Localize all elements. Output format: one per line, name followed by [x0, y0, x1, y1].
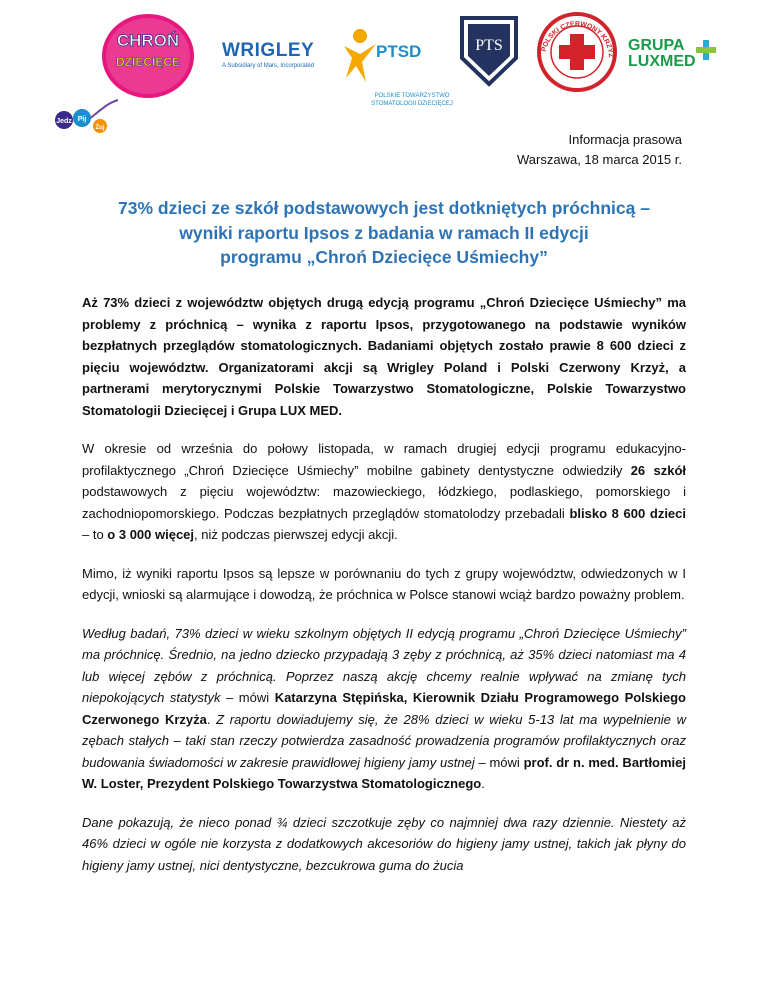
balloon-text-line1: CHROŃ [116, 31, 180, 50]
paragraph-5: Dane pokazują, że nieco ponad ¾ dzieci szczotkuje zęby co najmniej dwa razy dziennie. Niestety aż 46% dzieci w ogóle nie korzysta z dodatkowych akcesoriów do higieny jamy ustnej, takich jak płyny do higieny jamy ustnej, nici dentystyczne, bezcukrowa guma do żucia [82, 814, 686, 873]
wrigley-logo [222, 40, 332, 69]
document-body [82, 292, 686, 893]
pts-name: PTS [475, 37, 503, 54]
p4-end: . [481, 776, 485, 791]
p2-bold-children: blisko 8 600 dzieci [569, 505, 687, 521]
place-date: Warszawa, 18 marca 2015 r. [517, 152, 682, 167]
p4-quote-1: Według badań, 73% dzieci w wieku szkolnym objętych II edycją programu „Chroń Dziecięce Uśmiechy” ma próchnicę. Średnio, na jedno dziecko przypadają 3 zęby z próchnicą, aż 35% dzieci natomiast ma 4 lub więcej zębów z próchnicą. Poprzez naszą akcję chcemy realnie wpływać na zmianę tych niepokojących statystyk [82, 625, 686, 705]
paragraph-2 [82, 438, 686, 546]
pts-shield-logo [458, 14, 520, 88]
p2-text-a: W okresie od września do połowy listopada, w ramach drugiej edycji programu edukacyjno-profilaktycznego „Chroń Dziecięce Uśmiechy” mobilne gabinety dentystyczne odwiedziły [82, 441, 686, 478]
paragraph-4 [82, 623, 686, 795]
p4-says-1: – mówi [220, 690, 275, 705]
document-title [100, 196, 668, 270]
title-line3: programu „Chroń Dziecięce Uśmiechy” [220, 247, 548, 267]
p4-says-2: – mówi [474, 754, 524, 770]
polski-czerwony-krzyz-logo [535, 8, 619, 98]
title-line2: wyniki raportu Ipsos z badania w ramach II edycji [179, 222, 589, 243]
ptsd-logo [338, 18, 468, 118]
title-line1: 73% dzieci ze szkół podstawowych jest dotkniętych próchnicą – [118, 198, 650, 218]
balloon-text-line2: DZIECIĘCE [115, 55, 181, 69]
chron-dzieciece-balloon-logo [48, 8, 198, 138]
luxmed-line1: GRUPA [628, 37, 685, 54]
grupa-luxmed-logo [628, 38, 718, 70]
p2-text-c: podstawowych z pięciu województw: mazowieckiego, łódzkiego, podlaskiego, pomorskiego i zachodniopomorskiego. Podczas bezpłatnych przeglądów stomatolodzy przebadali [82, 484, 686, 521]
ptsd-subtitle [352, 92, 472, 108]
logo-strip [0, 0, 768, 140]
luxmed-cross-icon [696, 40, 716, 60]
lead-paragraph: Aż 73% dzieci z województw objętych drugą edycją programu „Chroń Dziecięce Uśmiechy” ma problemy z próchnicą – wynika z raportu Ipsos, przygotowanego na podstawie wyników bezpłatnych przeglądów stomatologicznych. Badaniami objętych zostało prawie 8 600 dzieci z pięciu województw. Organizatorami akcji są Wrigley Poland i Polski Czerwony Krzyż, a partnerami merytorycznymi Polskie Towarzystwo Stomatologiczne, Polskie Towarzystwo Stomatologii Dziecięcej i Grupa LUX MED. [82, 295, 686, 418]
press-release-label: Informacja prasowa [568, 132, 682, 147]
luxmed-line2: LUXMED [628, 53, 696, 70]
ptsd-figure-icon [340, 26, 380, 86]
p2-bold-schools: 26 szkół [630, 462, 687, 478]
wrigley-subtitle: A Subsidiary of Mars, Incorporated [222, 63, 315, 69]
ptsd-subtitle-line1: POLSKIE TOWARZYSTWO [374, 93, 450, 99]
balloon-tag-3: Żuj [95, 125, 105, 131]
p4-speaker-2: prof. dr n. med. Bartłomiej W. Loster, Prezydent Polskiego Towarzystwa Stomatologicznego [82, 754, 687, 791]
p2-text-e: – to [82, 527, 108, 542]
paragraph-3: Mimo, iż wyniki raportu Ipsos są lepsze w porównaniu do tych z grupy województw, odwiedzonych w I edycji, wnioski są alarmujące i dowodzą, że próchnica w Polsce stanowi wciąż bardzo poważny problem. [82, 565, 686, 602]
ptsd-subtitle-line2: STOMATOLOGII DZIECIĘCEJ [371, 101, 453, 107]
press-info [517, 130, 682, 170]
pck-ring-text: POLSKI CZERWONY KRZYŻ [540, 20, 615, 58]
p4-speaker-1: Katarzyna Stępińska, Kierownik Działu Programowego Polskiego Czerwonego Krzyża [82, 690, 686, 727]
ptsd-name: PTSD [376, 42, 422, 61]
wrigley-name: WRIGLEY [222, 40, 315, 61]
p2-text-g: , niż podczas pierwszej edycji akcji. [194, 527, 398, 542]
balloon-tag-1: Jedz [56, 118, 72, 125]
p2-bold-more: o 3 000 więcej [107, 527, 195, 542]
p4-quote-2: Z raportu dowiadujemy się, że 28% dzieci w wieku 5-13 lat ma wypełnienie w zębach stałych – taki stan rzeczy potwierdza zasadność prowadzenia programów profilaktycznych oraz budowania świadomości w zakresie prawidłowej higieny jamy ustnej [82, 711, 686, 770]
p4-sep: . [206, 711, 217, 727]
balloon-tag-2: Pij [77, 116, 87, 123]
